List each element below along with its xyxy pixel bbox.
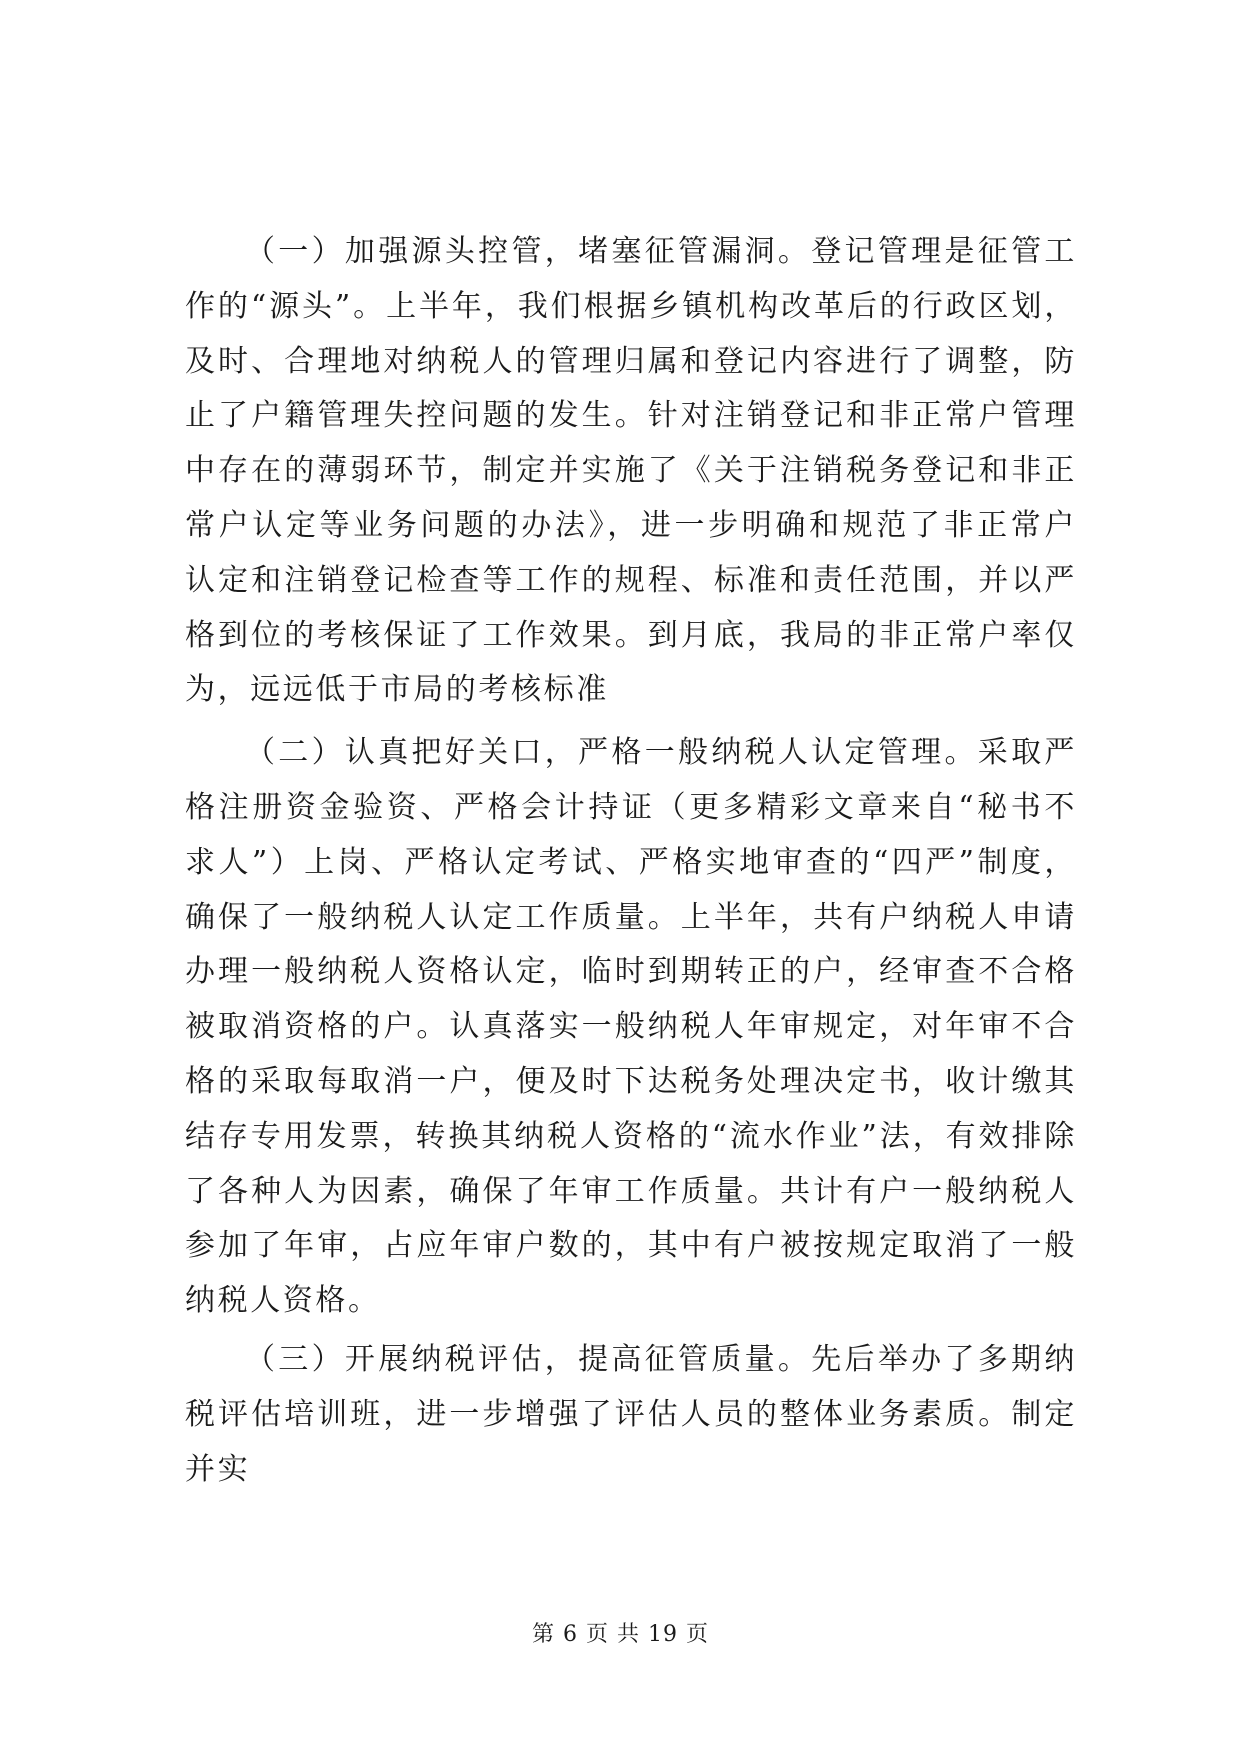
page-footer — [0, 1617, 1241, 1648]
page-number-indicator: 第 6 页 共 19 页 — [532, 1622, 709, 1647]
paragraph-section-two: （二）认真把好关口，严格一般纳税人认定管理。采取严格注册资金验资、严格会计持证（更多精彩文章来自“秘书不求人”）上岗、严格认定考试、严格实地审查的“四严”制度，确保了一般纳税人认定工作质量。上半年，共有户纳税人申请办理一般纳税人资格认定，临时到期转正的户，经审查不合格被取消资格的户。认真落实一般纳税人年审规定，对年审不合格的采取每取消一户，便及时下达税务处理决定书，收计缴其结存专用发票，转换其纳税人资格的“流水作业”法，有效排除了各种人为因素，确保了年审工作质量。共计有户一般纳税人参加了年审，占应年审户数的，其中有户被按规定取消了一般纳税人资格。 — [185, 735, 1077, 1319]
paragraph-section-one: （一）加强源头控管，堵塞征管漏洞。登记管理是征管工作的“源头”。上半年，我们根据乡镇机构改革后的行政区划，及时、合理地对纳税人的管理归属和登记内容进行了调整，防止了户籍管理失控问题的发生。针对注销登记和非正常户管理中存在的薄弱环节，制定并实施了《关于注销税务登记和非正常户认定等业务问题的办法》，进一步明确和规范了非正常户认定和注销登记检查等工作的规程、标准和责任范围，并以严格到位的考核保证了工作效果。到月底，我局的非正常户率仅为，远远低于市局的考核标准 — [185, 234, 1077, 708]
document-body — [185, 225, 1077, 1497]
paragraph-section-three: （三）开展纳税评估，提高征管质量。先后举办了多期纳税评估培训班，进一步增强了评估人员的整体业务素质。制定并实 — [185, 1341, 1077, 1487]
